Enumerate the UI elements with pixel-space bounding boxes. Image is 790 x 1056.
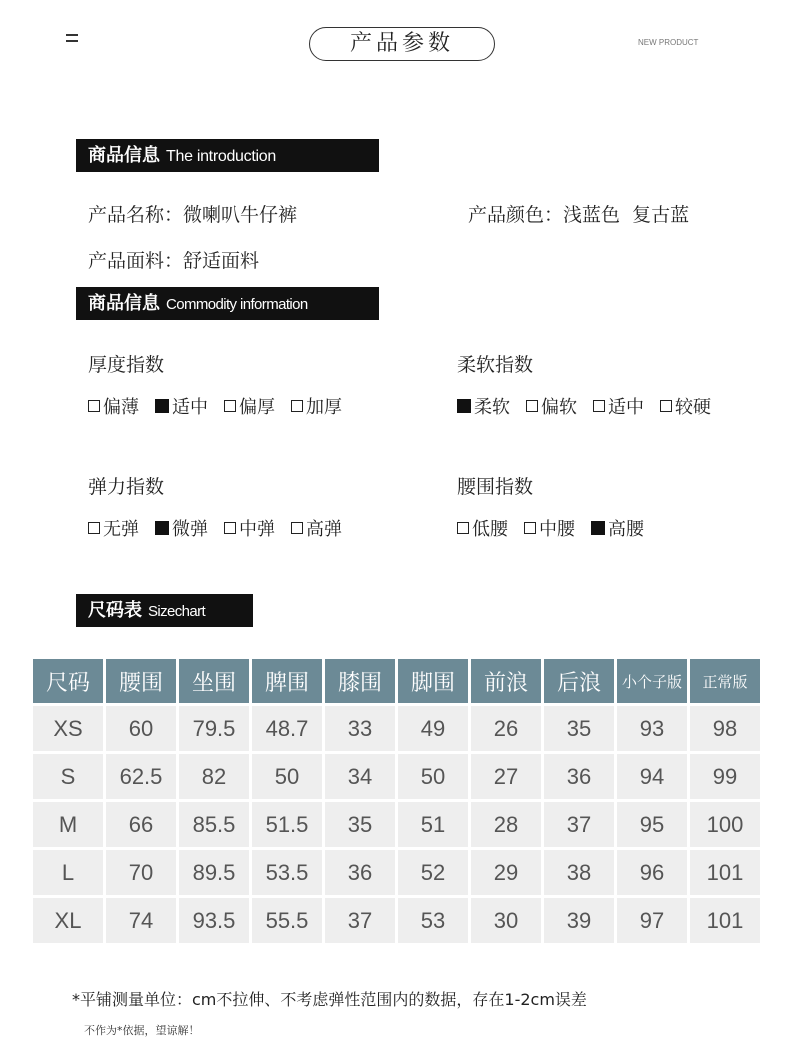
option-label: 高弹 <box>306 519 342 540</box>
commodity-title-en: Commodity information <box>166 296 308 313</box>
table-cell: 98 <box>690 706 760 751</box>
disclaimer-note: 不作为*依据，望谅解！ <box>84 1024 200 1037</box>
option-label: 柔软 <box>474 397 510 418</box>
product-fabric-value: 舒适面料 <box>183 250 260 272</box>
measurement-note: *平铺测量单位：cm不拉伸、不考虑弹性范围内的数据，存在1-2cm误差 <box>72 990 587 1009</box>
table-cell: 100 <box>690 802 760 847</box>
table-cell: 70 <box>106 850 176 895</box>
header-regular: 正常版 <box>690 659 760 703</box>
new-product-label: NEW PRODUCT <box>638 38 699 47</box>
option-extra-thick[interactable] <box>291 393 342 419</box>
option-low-waist[interactable] <box>457 515 508 541</box>
table-cell: 29 <box>471 850 541 895</box>
checkbox-icon <box>224 400 236 412</box>
table-cell: 36 <box>325 850 395 895</box>
table-row <box>33 754 760 799</box>
table-cell: 33 <box>325 706 395 751</box>
thickness-index-title: 厚度指数 <box>88 354 165 376</box>
softness-index-title: 柔软指数 <box>457 354 534 376</box>
product-fabric-row <box>88 246 259 273</box>
table-cell: 55.5 <box>252 898 322 943</box>
table-cell: 93 <box>617 706 687 751</box>
table-cell: 35 <box>325 802 395 847</box>
option-high-stretch[interactable] <box>291 515 342 541</box>
checkbox-icon <box>88 522 100 534</box>
table-cell: 99 <box>690 754 760 799</box>
option-medium[interactable] <box>155 393 208 419</box>
elasticity-index-title: 弹力指数 <box>88 476 165 498</box>
option-medium-stretch[interactable] <box>224 515 275 541</box>
table-cell: 35 <box>544 706 614 751</box>
checkbox-icon <box>457 522 469 534</box>
option-label: 中腰 <box>539 519 575 540</box>
option-mid-waist[interactable] <box>524 515 575 541</box>
option-label: 低腰 <box>472 519 508 540</box>
table-cell: 52 <box>398 850 468 895</box>
table-cell: 51.5 <box>252 802 322 847</box>
checkbox-checked-icon <box>155 399 169 413</box>
table-cell: 85.5 <box>179 802 249 847</box>
table-cell: 101 <box>690 850 760 895</box>
header-hem: 脚围 <box>398 659 468 703</box>
table-cell: 37 <box>325 898 395 943</box>
option-hard[interactable] <box>660 393 711 419</box>
table-cell: 82 <box>179 754 249 799</box>
table-cell: 38 <box>544 850 614 895</box>
table-cell: 53.5 <box>252 850 322 895</box>
table-cell: S <box>33 754 103 799</box>
commodity-section-bar <box>76 287 379 320</box>
table-cell: 48.7 <box>252 706 322 751</box>
intro-title-en: The introduction <box>166 148 276 165</box>
table-row <box>33 850 760 895</box>
option-label: 微弹 <box>172 519 208 540</box>
checkbox-icon <box>291 400 303 412</box>
table-cell: 30 <box>471 898 541 943</box>
table-cell: 36 <box>544 754 614 799</box>
product-name-value: 微喇叭牛仔裤 <box>183 204 298 226</box>
checkbox-icon <box>660 400 672 412</box>
table-cell: XL <box>33 898 103 943</box>
table-cell: XS <box>33 706 103 751</box>
option-label: 偏厚 <box>239 397 275 418</box>
product-fabric-label: 产品面料： <box>88 250 184 272</box>
table-cell: 95 <box>617 802 687 847</box>
table-cell: 37 <box>544 802 614 847</box>
product-color-row <box>468 200 689 227</box>
elasticity-options <box>88 515 358 541</box>
option-thin[interactable] <box>88 393 139 419</box>
checkbox-icon <box>224 522 236 534</box>
table-cell: 50 <box>252 754 322 799</box>
header-back-rise: 后浪 <box>544 659 614 703</box>
checkbox-checked-icon <box>457 399 471 413</box>
option-softish[interactable] <box>526 393 577 419</box>
table-cell: M <box>33 802 103 847</box>
option-label: 中弹 <box>239 519 275 540</box>
table-row <box>33 898 760 943</box>
option-slight-stretch[interactable] <box>155 515 208 541</box>
header-hip: 坐围 <box>179 659 249 703</box>
product-name-row <box>88 200 297 227</box>
table-row <box>33 802 760 847</box>
intro-title-cn: 商品信息 <box>88 145 160 166</box>
header-size: 尺码 <box>33 659 103 703</box>
product-color-value: 浅蓝色 复古蓝 <box>563 204 690 226</box>
product-name-label: 产品名称： <box>88 204 184 226</box>
table-cell: 89.5 <box>179 850 249 895</box>
option-no-stretch[interactable] <box>88 515 139 541</box>
option-label: 加厚 <box>306 397 342 418</box>
table-cell: 62.5 <box>106 754 176 799</box>
checkbox-icon <box>526 400 538 412</box>
size-title-en: Sizechart <box>148 603 206 620</box>
size-title-cn: 尺码表 <box>88 600 142 621</box>
table-cell: 101 <box>690 898 760 943</box>
table-cell: 97 <box>617 898 687 943</box>
option-soft[interactable] <box>457 393 510 419</box>
size-section-bar <box>76 594 253 627</box>
option-label: 适中 <box>608 397 644 418</box>
table-cell: 39 <box>544 898 614 943</box>
option-label: 高腰 <box>608 519 644 540</box>
checkbox-checked-icon <box>591 521 605 535</box>
intro-section-bar <box>76 139 379 172</box>
option-moderate[interactable] <box>593 393 644 419</box>
checkbox-icon <box>593 400 605 412</box>
table-row <box>33 706 760 751</box>
softness-options <box>457 393 711 419</box>
option-label: 偏软 <box>541 397 577 418</box>
header-thigh: 脾围 <box>252 659 322 703</box>
table-cell: 93.5 <box>179 898 249 943</box>
commodity-title-cn: 商品信息 <box>88 293 160 314</box>
menu-icon[interactable] <box>66 34 80 46</box>
thickness-options <box>88 393 358 419</box>
option-label: 无弹 <box>103 519 139 540</box>
table-cell: 53 <box>398 898 468 943</box>
table-cell: L <box>33 850 103 895</box>
table-cell: 49 <box>398 706 468 751</box>
option-thick[interactable] <box>224 393 275 419</box>
table-cell: 50 <box>398 754 468 799</box>
table-cell: 60 <box>106 706 176 751</box>
page-title: 产品参数 <box>309 27 495 61</box>
table-cell: 74 <box>106 898 176 943</box>
table-cell: 94 <box>617 754 687 799</box>
option-label: 偏薄 <box>103 397 139 418</box>
table-cell: 26 <box>471 706 541 751</box>
option-label: 适中 <box>172 397 208 418</box>
option-high-waist[interactable] <box>591 515 644 541</box>
waist-options <box>457 515 660 541</box>
checkbox-checked-icon <box>155 521 169 535</box>
checkbox-icon <box>88 400 100 412</box>
table-cell: 34 <box>325 754 395 799</box>
header-front-rise: 前浪 <box>471 659 541 703</box>
table-cell: 27 <box>471 754 541 799</box>
table-cell: 28 <box>471 802 541 847</box>
table-cell: 96 <box>617 850 687 895</box>
header-waist: 腰围 <box>106 659 176 703</box>
size-table-header-row <box>33 659 760 703</box>
header-petite: 小个子版 <box>617 659 687 703</box>
table-cell: 51 <box>398 802 468 847</box>
product-color-label: 产品颜色： <box>468 204 564 226</box>
table-cell: 79.5 <box>179 706 249 751</box>
size-table <box>30 656 763 946</box>
table-cell: 66 <box>106 802 176 847</box>
header-knee: 膝围 <box>325 659 395 703</box>
checkbox-icon <box>524 522 536 534</box>
waist-index-title: 腰围指数 <box>457 476 534 498</box>
option-label: 较硬 <box>675 397 711 418</box>
checkbox-icon <box>291 522 303 534</box>
